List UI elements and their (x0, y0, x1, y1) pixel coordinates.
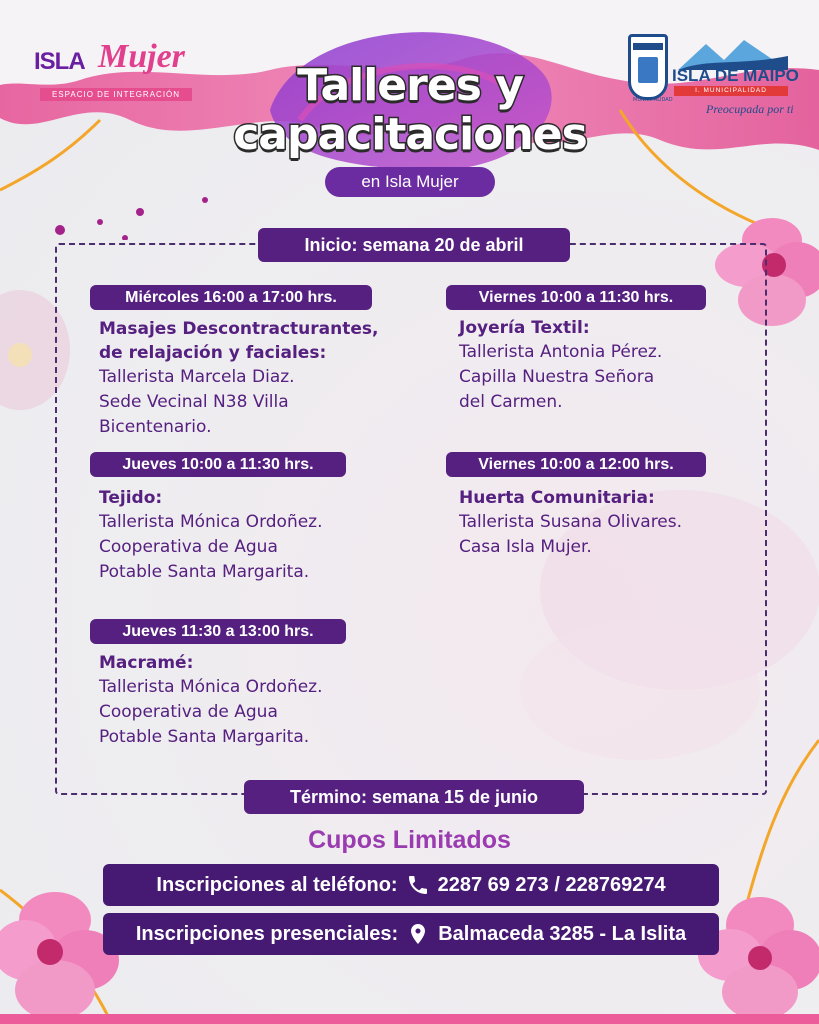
workshop-detail: Tallerista Marcela Diaz. (99, 367, 295, 387)
workshop-detail: Tallerista Mónica Ordoñez. (99, 677, 323, 697)
municipality-bar: I. MUNICIPALIDAD (674, 86, 788, 96)
workshop-name: Huerta Comunitaria: (459, 488, 655, 508)
workshop-name: Masajes Descontracturantes, (99, 319, 379, 339)
municipal-crest-icon (628, 34, 673, 103)
workshop-detail: Cooperativa de Agua (99, 702, 278, 722)
workshop-detail: Tallerista Antonia Pérez. (459, 342, 663, 362)
phone-icon (406, 873, 430, 897)
workshop-detail: del Carmen. (459, 392, 563, 412)
workshop-time-pill: Jueves 10:00 a 11:30 hrs. (90, 452, 346, 477)
workshop-block (459, 316, 759, 415)
workshop-detail: Potable Santa Margarita. (99, 562, 310, 582)
workshop-detail: Casa Isla Mujer. (459, 537, 592, 557)
isla-mujer-logo (34, 38, 198, 102)
workshop-detail: Tallerista Susana Olivares. (459, 512, 683, 532)
location-pin-icon (406, 922, 430, 946)
workshop-time-pill: Viernes 10:00 a 12:00 hrs. (446, 452, 706, 477)
logo-word-mujer: Mujer (98, 38, 185, 75)
municipality-tagline: Preocupada por ti (706, 102, 794, 116)
workshop-detail: Capilla Nuestra Señora (459, 367, 655, 387)
workshop-time-pill: Miércoles 16:00 a 17:00 hrs. (90, 285, 372, 310)
workshop-block (459, 486, 759, 560)
workshop-detail: Tallerista Mónica Ordoñez. (99, 512, 323, 532)
poster-title (220, 62, 600, 212)
workshop-detail: Cooperativa de Agua (99, 537, 278, 557)
workshop-time-pill: Viernes 10:00 a 11:30 hrs. (446, 285, 706, 310)
phone-label: Inscripciones al teléfono: (156, 874, 398, 896)
workshop-time-pill: Jueves 11:30 a 13:00 hrs. (90, 619, 346, 644)
mountain-icon (678, 36, 788, 70)
logo-word-isla: ISLA (34, 48, 85, 75)
workshop-block (99, 486, 419, 585)
workshop-detail: Sede Vecinal N38 Villa (99, 392, 289, 412)
phone-number[interactable]: 2287 69 273 / 228769274 (437, 874, 666, 896)
workshop-name: de relajación y faciales: (99, 343, 327, 363)
start-date-pill: Inicio: semana 20 de abril (258, 228, 570, 262)
address-label: Inscripciones presenciales: (135, 923, 399, 945)
phone-registration-bar (103, 864, 719, 906)
address-value: Balmaceda 3285 - La Islita (438, 923, 687, 945)
logo-subtitle: ESPACIO DE INTEGRACIÓN (40, 88, 192, 101)
isla-de-maipo-logo (628, 34, 799, 124)
address-registration-bar (103, 913, 719, 955)
workshop-detail: Potable Santa Margarita. (99, 727, 310, 747)
workshop-block (99, 317, 419, 440)
end-date-pill: Término: semana 15 de junio (244, 780, 584, 814)
crest-caption: I. MUNICIPALIDAD (633, 91, 673, 103)
title-subtitle: en Isla Mujer (325, 167, 495, 197)
workshop-block (99, 651, 419, 750)
workshop-name: Tejido: (99, 488, 163, 508)
workshop-name: Joyería Textil: (459, 318, 590, 338)
workshop-name: Macramé: (99, 653, 194, 673)
limited-spots-heading: Cupos Limitados (308, 826, 511, 854)
workshop-detail: Bicentenario. (99, 417, 212, 437)
title-line-2: capacitaciones (233, 109, 587, 160)
title-line-1: Talleres y (297, 60, 523, 111)
bottom-strip (0, 1014, 819, 1024)
municipality-name: ISLA DE MAIPO (672, 66, 799, 85)
